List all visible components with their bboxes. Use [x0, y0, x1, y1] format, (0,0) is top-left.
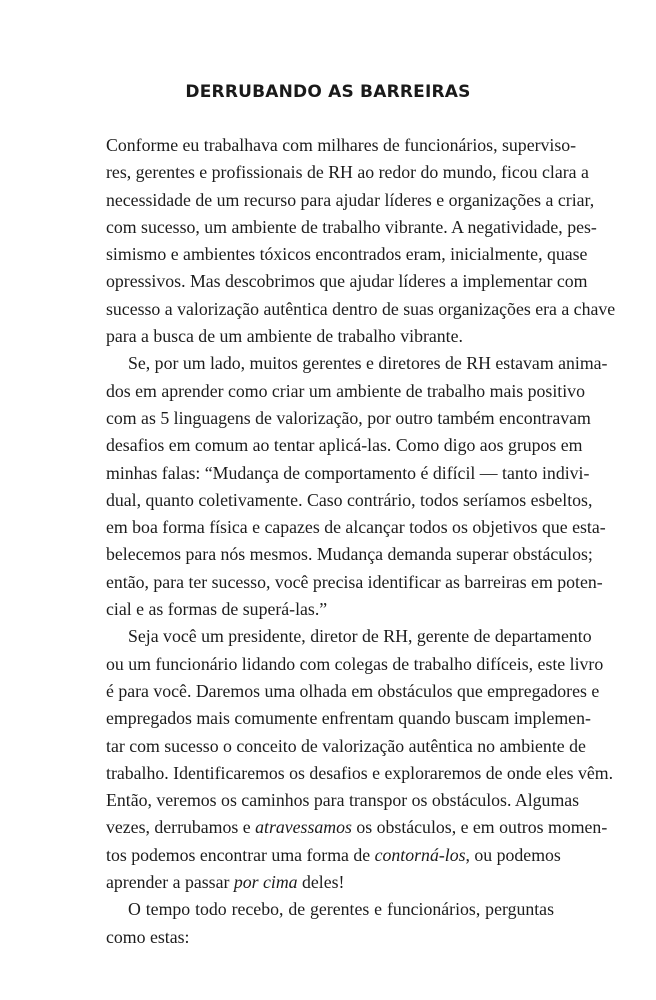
text-line: ou um funcionário lidando com colegas de trabalho difíceis, este livro: [106, 653, 604, 674]
text-line: necessidade de um recurso para ajudar líderes e organizações a criar,: [106, 189, 595, 210]
text-line: simismo e ambientes tóxicos encontrados eram, inicialmente, quase: [106, 244, 588, 265]
text-line: opressivos. Mas descobrimos que ajudar líderes a implementar com: [106, 271, 588, 292]
emphasized-text: por cima: [233, 872, 298, 893]
text-line: em boa forma física e capazes de alcançar todos os objetivos que esta-: [106, 517, 606, 538]
body-text: [106, 132, 616, 951]
text-line: Conforme eu trabalhava com milhares de funcionários, superviso-: [106, 135, 577, 155]
text-segment: os obstáculos, e em outros momen-: [351, 817, 608, 838]
text-line: desafios em comum ao tentar aplicá-las. Como digo aos grupos em: [106, 435, 583, 456]
text-line: res, gerentes e profissionais de RH ao redor do mundo, ficou clara a: [106, 162, 589, 183]
text-line: como estas:: [106, 926, 190, 947]
text-line: com as 5 linguagens de valorização, por outro também encontravam: [106, 407, 591, 428]
emphasized-text: contorná-los: [374, 844, 466, 865]
text-segment: aprender a passar: [106, 872, 234, 893]
text-line: trabalho. Identificaremos os desafios e exploraremos de onde eles vêm.: [106, 762, 614, 783]
text-line: O tempo todo recebo, de gerentes e funcionários, perguntas: [128, 899, 554, 920]
text-line: Seja você um presidente, diretor de RH, gerente de departamento: [128, 626, 592, 647]
text-line: belecemos para nós mesmos. Mudança demanda superar obstáculos;: [106, 544, 593, 565]
emphasized-text: atravessamos: [255, 817, 352, 838]
text-segment: deles!: [297, 872, 345, 893]
text-line: para a busca de um ambiente de trabalho vibrante.: [106, 326, 463, 347]
text-line: Se, por um lado, muitos gerentes e diretores de RH estavam anima-: [128, 353, 608, 374]
text-line: [106, 842, 561, 869]
text-line: empregados mais comumente enfrentam quando buscam implemen-: [106, 708, 591, 729]
text-line: Então, veremos os caminhos para transpor os obstáculos. Algumas: [106, 790, 580, 811]
text-line: dual, quanto coletivamente. Caso contrário, todos seríamos esbeltos,: [106, 489, 593, 510]
text-line: [106, 814, 608, 841]
text-line: dos em aprender como criar um ambiente de trabalho mais positivo: [106, 380, 585, 401]
text-line: cial e as formas de superá-las.”: [106, 599, 328, 620]
text-line: com sucesso, um ambiente de trabalho vibrante. A negatividade, pes-: [106, 216, 597, 237]
paragraph-1: [106, 132, 616, 350]
text-segment: tos podemos encontrar uma forma de: [106, 844, 375, 865]
text-line: então, para ter sucesso, você precisa identificar as barreiras em poten-: [106, 571, 603, 592]
paragraph-3: [106, 623, 614, 896]
paragraph-4: [106, 896, 554, 951]
text-segment: , ou podemos: [465, 844, 561, 865]
text-line: sucesso a valorização autêntica dentro de suas organizações era a chave: [106, 298, 616, 319]
text-line: minhas falas: “Mudança de comportamento é difícil — tanto indivi-: [106, 462, 590, 483]
text-line: [106, 869, 554, 896]
chapter-title: DERRUBANDO AS BARREIRAS: [185, 82, 471, 102]
paragraph-2: [106, 350, 608, 623]
text-segment: vezes, derrubamos e: [106, 817, 256, 838]
text-line: é para você. Daremos uma olhada em obstáculos que empregadores e: [106, 680, 600, 701]
text-line: tar com sucesso o conceito de valorização autêntica no ambiente de: [106, 735, 586, 756]
